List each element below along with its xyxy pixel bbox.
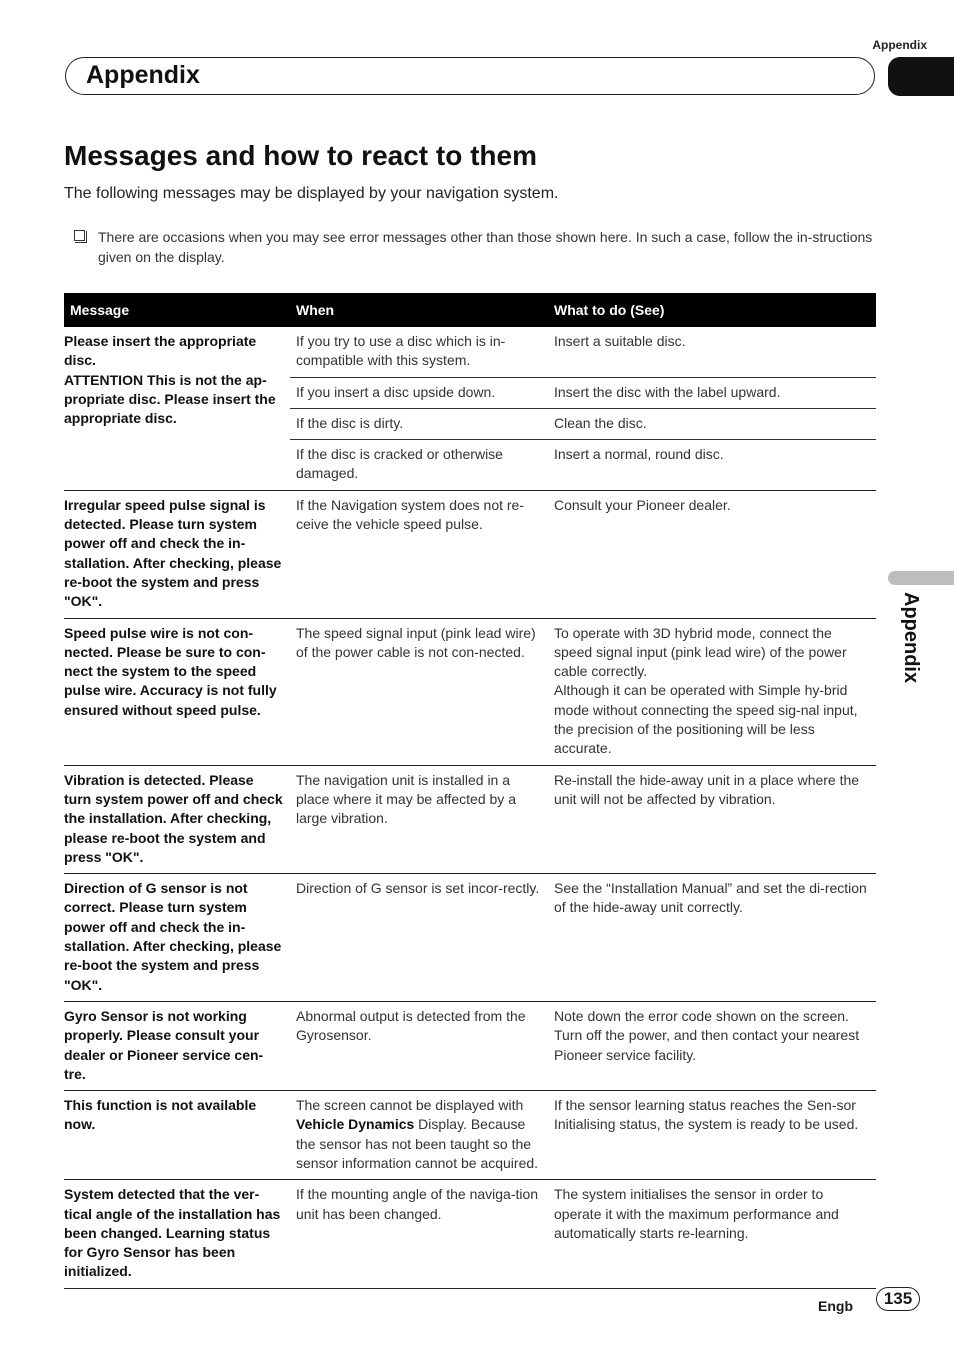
column-header: What to do (See)	[548, 293, 876, 327]
message-cell: Speed pulse wire is not con-nected. Please be sure to con-nect the system to the speed pulse wire. Accuracy is not fully ensured without speed pulse.	[64, 618, 290, 765]
when-cell: The navigation unit is installed in a place where it may be affected by a large vibration.	[290, 765, 548, 873]
action-cell: Note down the error code shown on the screen. Turn off the power, and then contact your nearest Pioneer service facility.	[548, 1001, 876, 1090]
message-cell: System detected that the ver-tical angle of the installation has been changed. Learning status for Gyro Sensor has been initialized.	[64, 1180, 290, 1288]
table-row	[64, 1180, 876, 1288]
note-text: There are occasions when you may see error messages other than those shown here. In such a case, follow the in-structions given on the display.	[98, 229, 873, 265]
message-cell: Direction of G sensor is not correct. Please turn system power off and check the in-stallation. After checking, please re-boot the system and press "OK".	[64, 874, 290, 1002]
when-cell: If the disc is cracked or otherwise damaged.	[290, 440, 548, 491]
column-header: Message	[64, 293, 290, 327]
when-cell: Abnormal output is detected from the Gyrosensor.	[290, 1001, 548, 1090]
when-cell: Direction of G sensor is set incor-rectly.	[290, 874, 548, 1002]
table-header-row	[64, 293, 876, 327]
corner-section-label: Appendix	[872, 38, 927, 52]
action-cell: Insert a normal, round disc.	[548, 440, 876, 491]
action-cell: The system initialises the sensor in order to operate it with the maximum performance and automatically starts re-learning.	[548, 1180, 876, 1288]
message-cell: Vibration is detected. Please turn system power off and check the installation. After checking, please re-boot the system and press "OK".	[64, 765, 290, 873]
when-cell: If the mounting angle of the naviga-tion unit has been changed.	[290, 1180, 548, 1288]
action-cell: Clean the disc.	[548, 408, 876, 439]
section-tab-marker	[888, 57, 954, 96]
message-cell: Please insert the appropriate disc. ATTENTION This is not the ap-propriate disc. Please insert the appropriate disc.	[64, 327, 290, 490]
table-row	[64, 765, 876, 873]
when-cell: If the disc is dirty.	[290, 408, 548, 439]
action-cell: If the sensor learning status reaches the Sen-sor Initialising status, the system is ready to be used.	[548, 1091, 876, 1180]
action-cell: Consult your Pioneer dealer.	[548, 490, 876, 618]
action-cell: Insert the disc with the label upward.	[548, 377, 876, 408]
page-number: 135	[876, 1287, 920, 1311]
message-cell: This function is not available now.	[64, 1091, 290, 1180]
when-cell: If you try to use a disc which is in-compatible with this system.	[290, 327, 548, 377]
action-cell: To operate with 3D hybrid mode, connect the speed signal input (pink lead wire) of the power cable correctly. Although it can be operated with Simple hy-brid mode without connecting the speed sig-nal input, the precision of the positioning will be less accurate.	[548, 618, 876, 765]
note-checkbox-icon	[74, 230, 85, 241]
table-row	[64, 618, 876, 765]
table-row	[64, 490, 876, 618]
table-row	[64, 1001, 876, 1090]
when-cell: The screen cannot be displayed with Vehicle Dynamics Display. Because the sensor has not been taught so the sensor information cannot be acquired.	[290, 1091, 548, 1180]
when-cell: The speed signal input (pink lead wire) of the power cable is not con-nected.	[290, 618, 548, 765]
when-cell: If you insert a disc upside down.	[290, 377, 548, 408]
page-title: Messages and how to react to them	[64, 140, 537, 171]
ui-term: Vehicle Dynamics	[296, 1116, 415, 1133]
action-cell: Insert a suitable disc.	[548, 327, 876, 377]
section-title: Appendix	[86, 61, 200, 89]
side-section-label: Appendix	[900, 592, 922, 684]
message-cell: Irregular speed pulse signal is detected. Please turn system power off and check the in-stallation. After checking, please re-boot the system and press "OK".	[64, 490, 290, 618]
action-cell: See the “Installation Manual” and set the di-rection of the hide-away unit correctly.	[548, 874, 876, 1002]
table-row	[64, 327, 876, 377]
message-cell: Gyro Sensor is not working properly. Please consult your dealer or Pioneer service cen-tre.	[64, 1001, 290, 1090]
language-code: Engb	[818, 1298, 853, 1314]
section-header	[65, 57, 875, 95]
messages-table	[64, 293, 876, 1289]
table-row	[64, 874, 876, 1002]
column-header: When	[290, 293, 548, 327]
action-cell: Re-install the hide-away unit in a place where the unit will not be affected by vibration.	[548, 765, 876, 873]
side-tab-marker	[888, 571, 954, 585]
intro-text: The following messages may be displayed by your navigation system.	[64, 185, 559, 202]
when-cell: If the Navigation system does not re-ceive the vehicle speed pulse.	[290, 490, 548, 618]
table-row	[64, 1091, 876, 1180]
